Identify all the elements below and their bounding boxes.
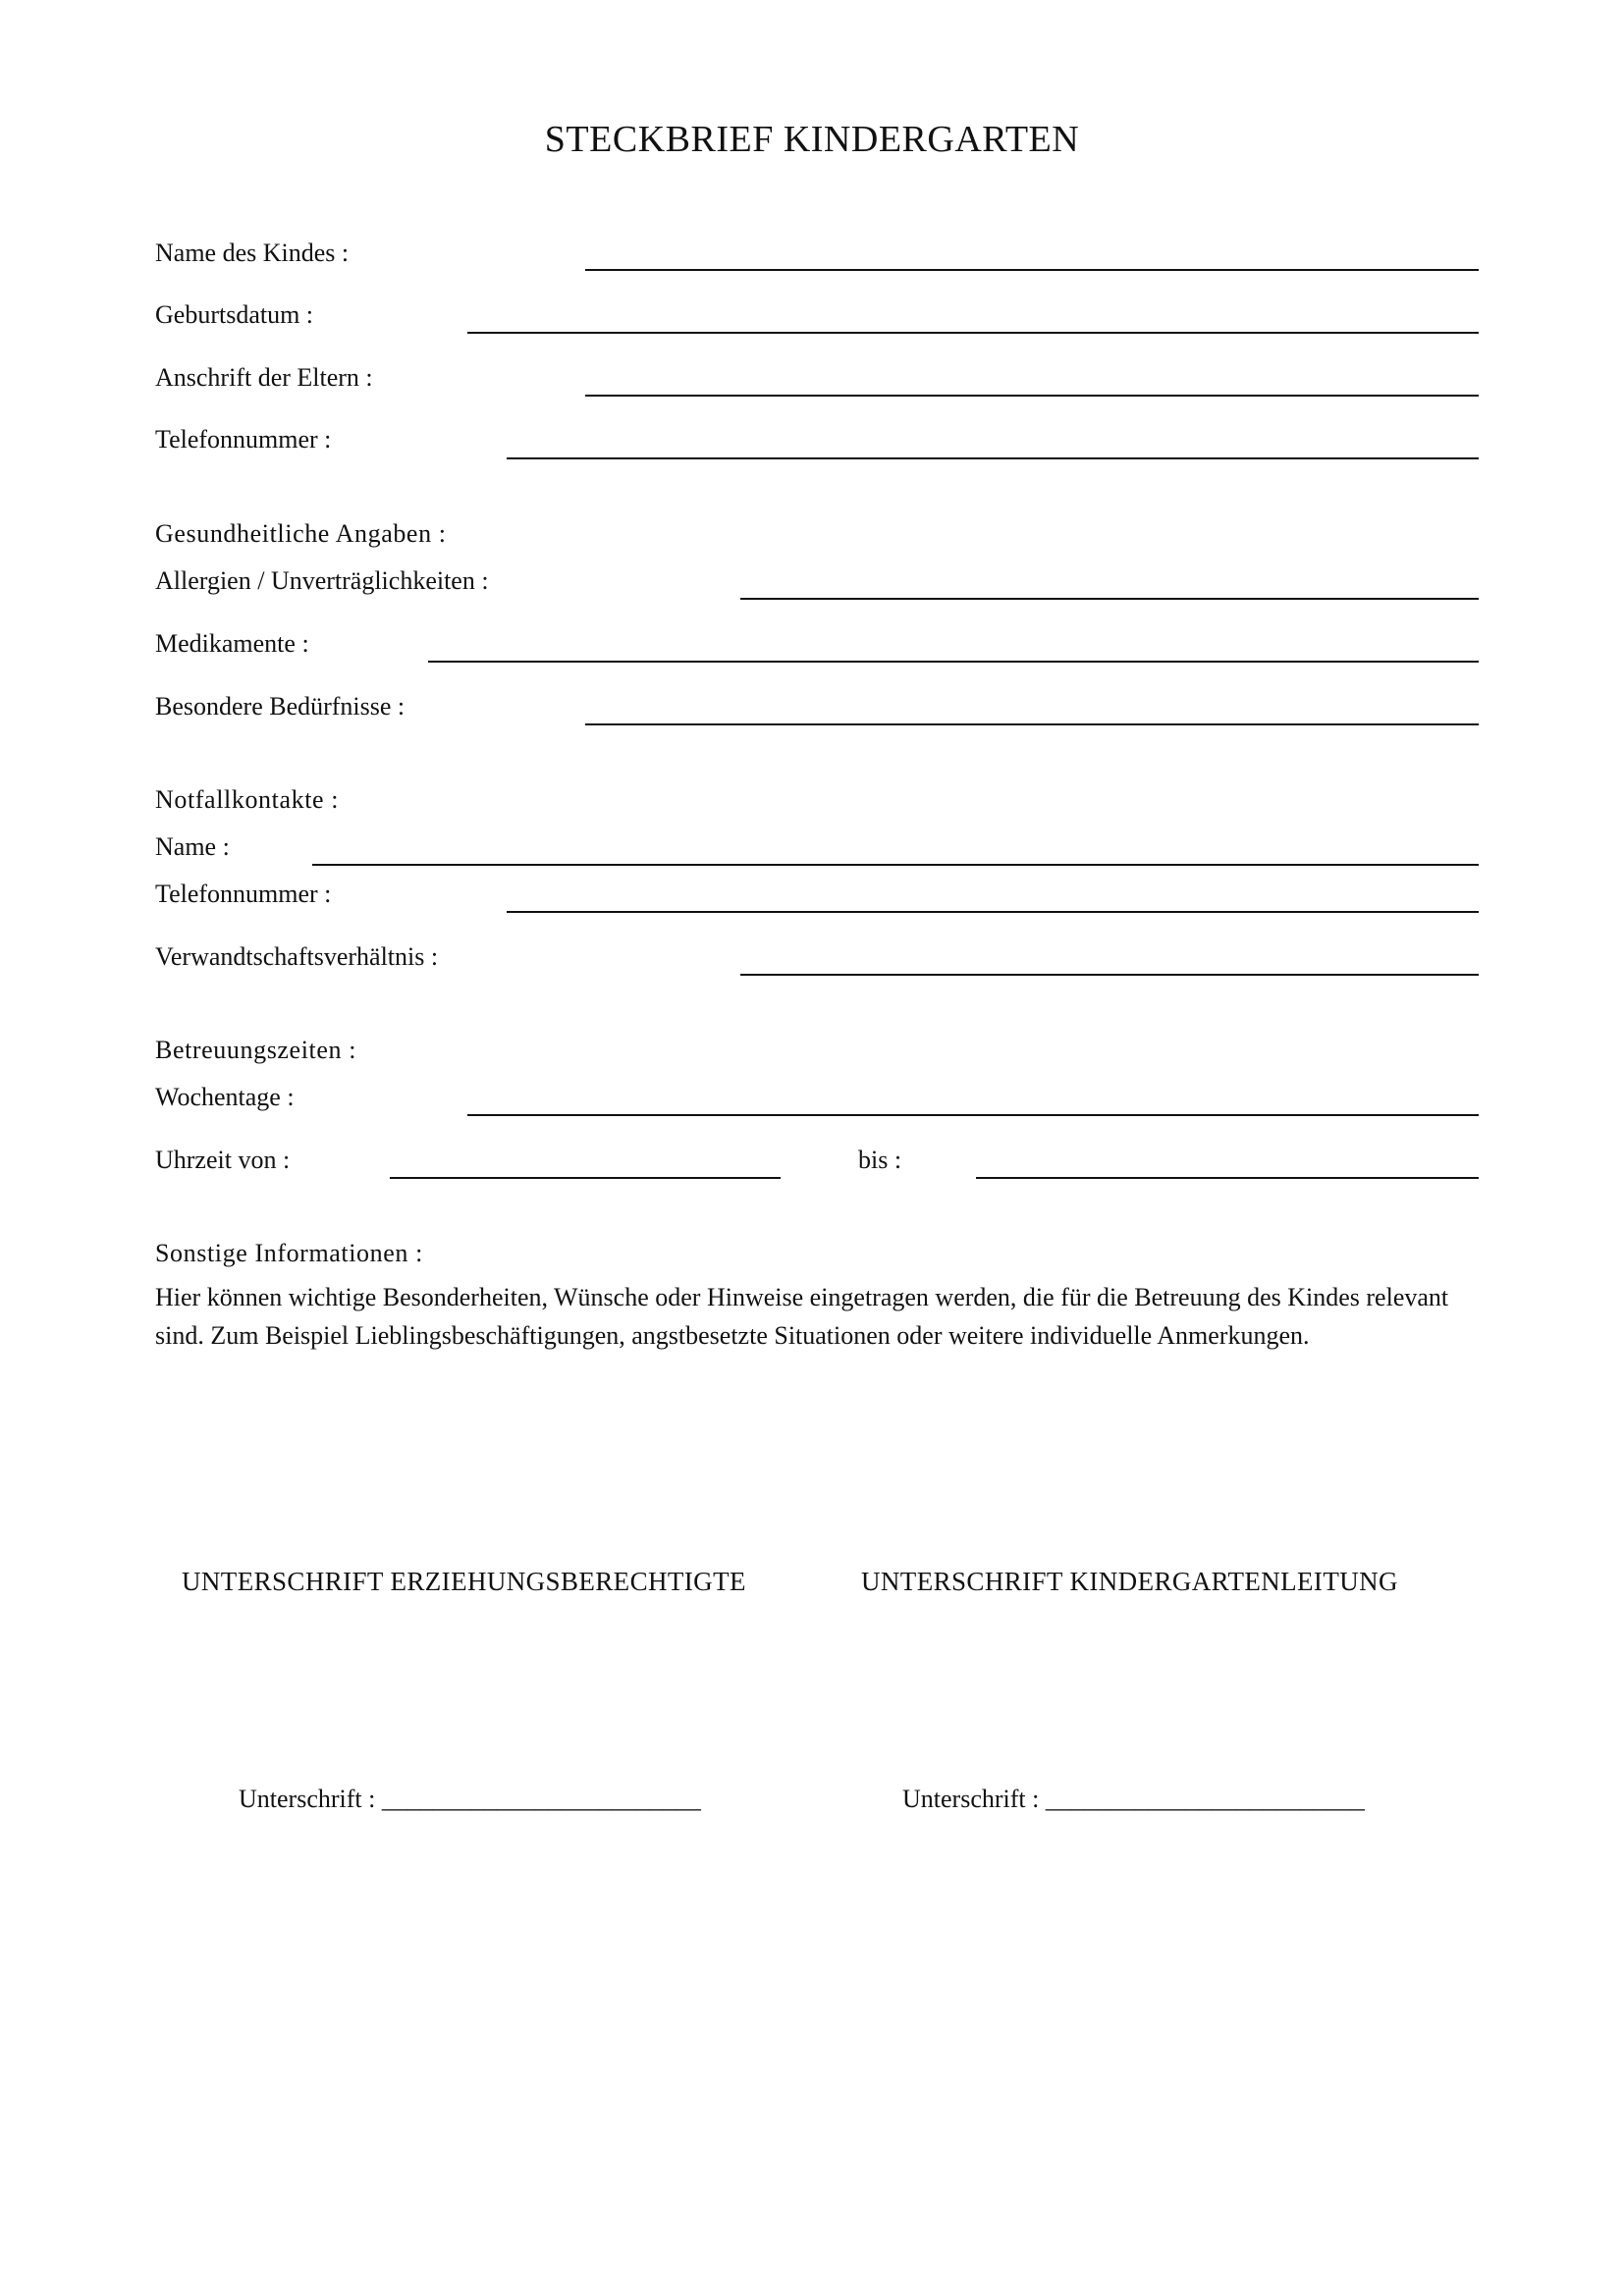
parents-address-field[interactable] [585, 395, 1479, 397]
time-to-label: bis : [858, 1146, 902, 1174]
director-signature-heading: UNTERSCHRIFT KINDERGARTENLEITUNG [861, 1567, 1398, 1596]
emergency-heading: Notfallkontakte : [155, 785, 340, 814]
allergies-field[interactable] [740, 598, 1479, 600]
time-from-label: Uhrzeit von : [155, 1146, 291, 1174]
relationship-field[interactable] [740, 974, 1479, 976]
emergency-name-field[interactable] [312, 864, 1479, 866]
birthdate-label: Geburtsdatum : [155, 300, 314, 329]
phone-field[interactable] [507, 457, 1479, 459]
emergency-name-label: Name : [155, 832, 230, 861]
director-signature-line[interactable]: Unterschrift : _________________________ [902, 1785, 1365, 1813]
medication-label: Medikamente : [155, 629, 309, 658]
birthdate-field[interactable] [467, 332, 1479, 334]
page-title: STECKBRIEF KINDERGARTEN [544, 119, 1080, 160]
relationship-label: Verwandtschaftsverhältnis : [155, 942, 439, 971]
weekdays-field[interactable] [467, 1114, 1479, 1116]
parents-address-label: Anschrift der Eltern : [155, 363, 373, 392]
guardian-signature-heading: UNTERSCHRIFT ERZIEHUNGSBERECHTIGTE [182, 1567, 746, 1596]
health-heading: Gesundheitliche Angaben : [155, 519, 447, 548]
child-name-label: Name des Kindes : [155, 239, 350, 267]
guardian-signature-line[interactable]: Unterschrift : _________________________ [239, 1785, 701, 1813]
special-needs-field[interactable] [585, 723, 1479, 725]
other-info-text: Hier können wichtige Besonderheiten, Wünsche oder Hinweise eingetragen werden, die für die Betreuung des Kindes relevant sind. Zum Beispiel Lieblingsbeschäftigungen, angstbesetzte Situationen oder weitere individuelle Anmerkungen. [155, 1283, 1449, 1350]
care-times-heading: Betreuungszeiten : [155, 1036, 357, 1064]
phone-label: Telefonnummer : [155, 425, 332, 454]
emergency-phone-label: Telefonnummer : [155, 880, 332, 908]
allergies-label: Allergien / Unverträglichkeiten : [155, 566, 489, 595]
medication-field[interactable] [428, 661, 1479, 663]
time-to-field[interactable] [976, 1177, 1479, 1179]
weekdays-label: Wochentage : [155, 1083, 295, 1111]
emergency-phone-field[interactable] [507, 911, 1479, 913]
child-name-field[interactable] [585, 269, 1479, 271]
special-needs-label: Besondere Bedürfnisse : [155, 692, 406, 721]
time-from-field[interactable] [390, 1177, 781, 1179]
other-info-heading: Sonstige Informationen : [155, 1239, 423, 1267]
